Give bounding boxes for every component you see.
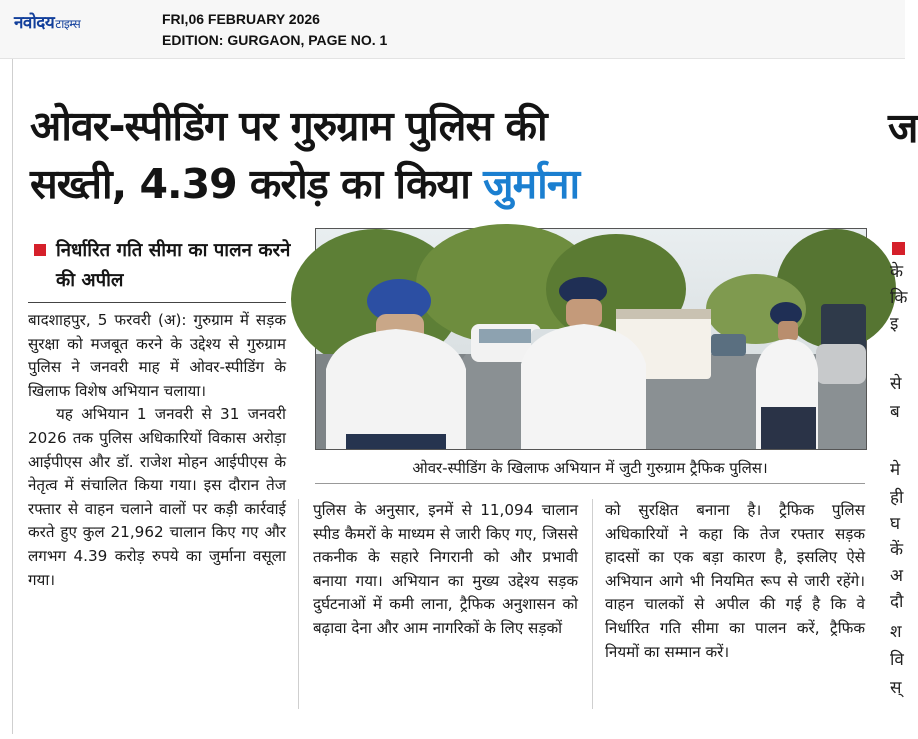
page-left-border bbox=[12, 59, 13, 734]
article-column-1 bbox=[28, 309, 286, 592]
subheading-divider bbox=[28, 302, 286, 303]
article-headline bbox=[30, 97, 880, 213]
masthead bbox=[0, 0, 905, 59]
adjacent-text-line: घ bbox=[890, 514, 901, 534]
adjacent-text-line: दौ bbox=[890, 592, 904, 612]
adjacent-red-bullet-icon bbox=[892, 242, 905, 255]
adjacent-headline-fragment: ज bbox=[888, 104, 918, 152]
article-photo bbox=[315, 228, 867, 450]
photo-caption: ओवर-स्पीडिंग के खिलाफ अभियान में जुटी गुरुग्राम ट्रैफिक पुलिस। bbox=[315, 455, 865, 484]
adjacent-text-line: कें bbox=[890, 540, 904, 560]
adjacent-text-line: से bbox=[890, 374, 902, 394]
column-1-paragraph-1: बादशाहपुर, 5 फरवरी (अ): गुरुग्राम में सड़क सुरक्षा को मजबूत करने के उद्देश्य से गुरुग्राम पुलिस ने जनवरी माह में ओवर-स्पीडिंग के खिलाफ विशेष अभियान चलाया। bbox=[28, 311, 286, 400]
adjacent-text-line: ही bbox=[890, 488, 904, 508]
article-column-3 bbox=[605, 499, 865, 664]
column-3-text: को सुरक्षित बनाना है। ट्रैफिक पुलिस अधिकारियों ने कहा कि तेज रफ्तार सड़क हादसों का एक बड़ा कारण है, इसलिए ऐसे अभियान आगे भी नियमित रूप से जारी रहेंगे। वाहन चालकों से अपील की गई है कि वे निर्धारित गति सीमा का पालन करें, ट्रैफिक नियमों का सम्मान करें। bbox=[605, 501, 865, 661]
subheading-text: निर्धारित गति सीमा का पालन करने की अपील bbox=[56, 240, 291, 291]
column-divider-2 bbox=[592, 499, 593, 709]
traffic-police-photo bbox=[316, 229, 866, 449]
adjacent-text-line: ब bbox=[890, 402, 900, 422]
newspaper-logo[interactable] bbox=[14, 10, 80, 33]
headline-line-2 bbox=[30, 155, 880, 213]
adjacent-text-line: श bbox=[890, 622, 902, 642]
red-bullet-icon bbox=[34, 244, 46, 256]
column-1-paragraph-2: यह अभियान 1 जनवरी से 31 जनवरी 2026 तक पुलिस अधिकारियों विकास अरोड़ा आईपीएस और डॉ. राजेश मोहन आईपीएस के नेतृत्व में संचालित किया गया। इस दौरान तेज रफ्तार से वाहन चलाने वालों पर कड़ी कार्रवाई करते हुए कुल 21,962 चालान किए गए और लगभग 4.39 करोड़ रुपये का जुर्माना वसूला गया। bbox=[28, 405, 286, 589]
adjacent-text-line: कि bbox=[890, 288, 908, 308]
column-divider-1 bbox=[298, 499, 299, 709]
adjacent-text-line: के bbox=[890, 262, 904, 282]
adjacent-article-strip bbox=[888, 99, 918, 739]
adjacent-text-line: स् bbox=[890, 678, 902, 698]
logo-main-text: नवोदय bbox=[14, 13, 55, 33]
column-2-text: पुलिस के अनुसार, इनमें से 11,094 चालान स्पीड कैमरों के माध्यम से जारी किए गए, जिससे तकनीक के सहारे निगरानी को और प्रभावी बनाया गया। अभियान का मुख्य उद्देश्य सड़क दुर्घटनाओं में कमी लाना, ट्रैफिक अनुशासन को बढ़ावा देना और आम नागरिकों के लिए सड़कों bbox=[313, 501, 578, 637]
headline-highlight: जुर्माना bbox=[483, 160, 580, 208]
adjacent-text-line: अ bbox=[890, 566, 903, 586]
edition-info bbox=[162, 9, 387, 51]
article-column-2 bbox=[313, 499, 578, 641]
adjacent-text-line: इ bbox=[890, 314, 899, 334]
logo-sub-text: टाइम्स bbox=[55, 17, 81, 31]
newspaper-page bbox=[0, 59, 918, 734]
headline-line-2-text: सख्ती, 4.39 करोड़ का किया bbox=[30, 160, 470, 208]
edition-line: EDITION: GURGAON, PAGE NO. 1 bbox=[162, 32, 388, 48]
headline-line-1: ओवर-स्पीडिंग पर गुरुग्राम पुलिस की bbox=[30, 102, 547, 150]
date-line: FRI,06 FEBRUARY 2026 bbox=[162, 11, 320, 27]
adjacent-text-line: मे bbox=[890, 460, 901, 480]
adjacent-text-line: वि bbox=[890, 650, 904, 670]
